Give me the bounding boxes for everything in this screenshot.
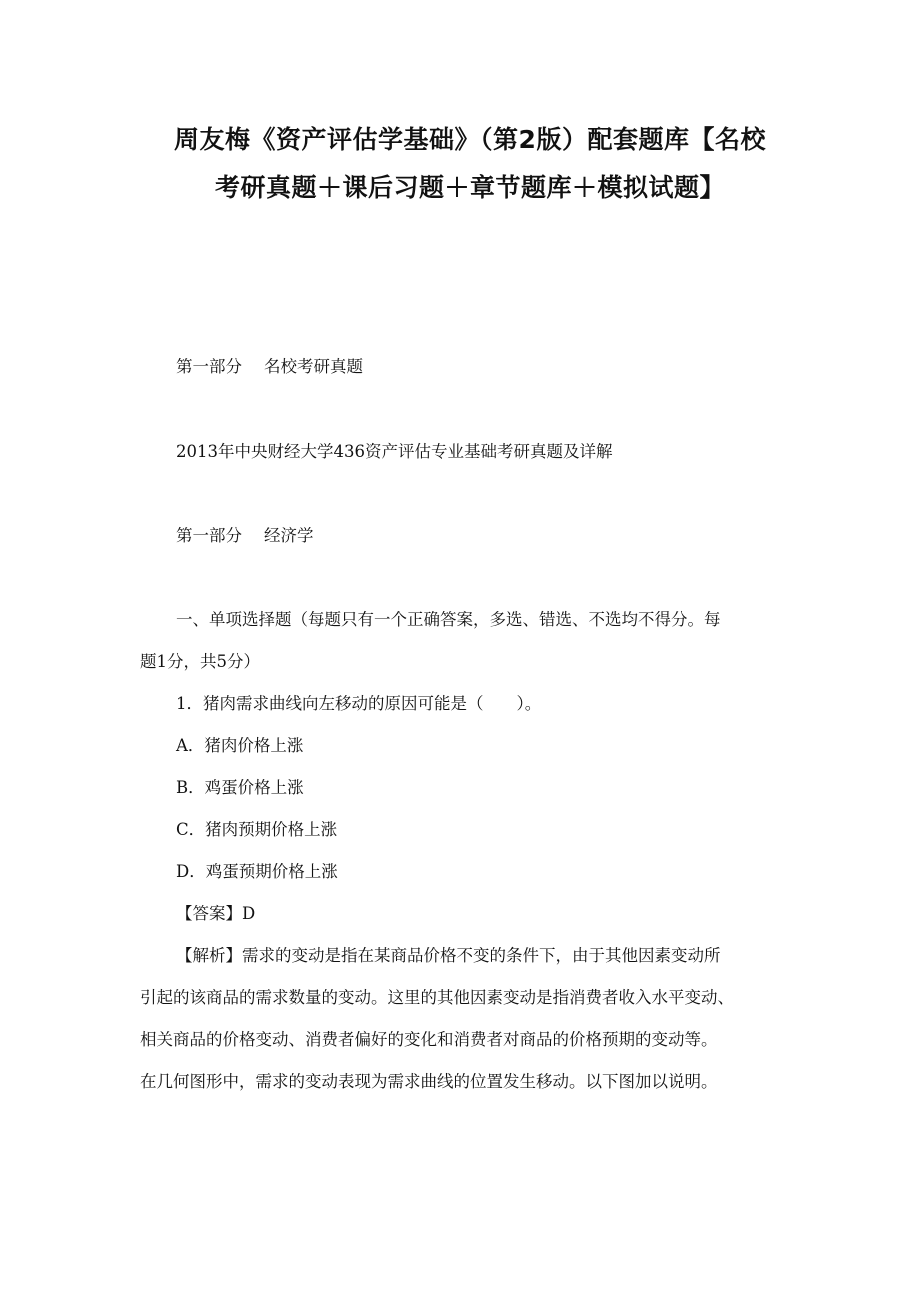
question-1-analysis (140, 935, 780, 1103)
analysis-line-4: 在几何图形中，需求的变动表现为需求曲线的位置发生移动。以下图加以说明。 (140, 1072, 718, 1091)
question-1-option-c: C．猪肉预期价格上涨 (176, 820, 338, 839)
economics-part-name: 经济学 (264, 526, 314, 545)
economics-part-heading (176, 515, 816, 557)
question-1-option-d: D．鸡蛋预期价格上涨 (176, 862, 338, 881)
question-1-answer: 【答案】D (176, 904, 256, 923)
section-heading (140, 599, 780, 683)
analysis-line-1: 【解析】需求的变动是指在某商品价格不变的条件下，由于其他因素变动所 (176, 946, 721, 965)
question-1-option-b: B．鸡蛋价格上涨 (176, 778, 304, 797)
part-one-label: 第一部分 (176, 357, 242, 376)
economics-part-label: 第一部分 (176, 526, 242, 545)
title-line-1: 周友梅《资产评估学基础》（第2版）配套题库【名校 (174, 125, 766, 154)
part-one-heading (176, 346, 816, 388)
question-1-stem: 1．猪肉需求曲线向左移动的原因可能是（ ）。 (176, 694, 542, 713)
analysis-line-3: 相关商品的价格变动、消费者偏好的变化和消费者对商品的价格预期的变动等。 (140, 1030, 718, 1049)
exam-title: 2013年中央财经大学436资产评估专业基础考研真题及详解 (176, 442, 613, 461)
question-1-option-a: A．猪肉价格上涨 (176, 736, 304, 755)
title-line-2: 考研真题＋课后习题＋章节题库＋模拟试题】 (214, 173, 725, 202)
analysis-line-2: 引起的该商品的需求数量的变动。这里的其他因素变动是指消费者收入水平变动、 (140, 988, 734, 1007)
section-heading-line-1: 一、单项选择题（每题只有一个正确答案，多选、错选、不选均不得分。每 (176, 610, 721, 629)
document-title (140, 116, 800, 212)
part-one-name: 名校考研真题 (264, 357, 363, 376)
section-heading-line-2: 题1分，共5分） (140, 652, 260, 671)
